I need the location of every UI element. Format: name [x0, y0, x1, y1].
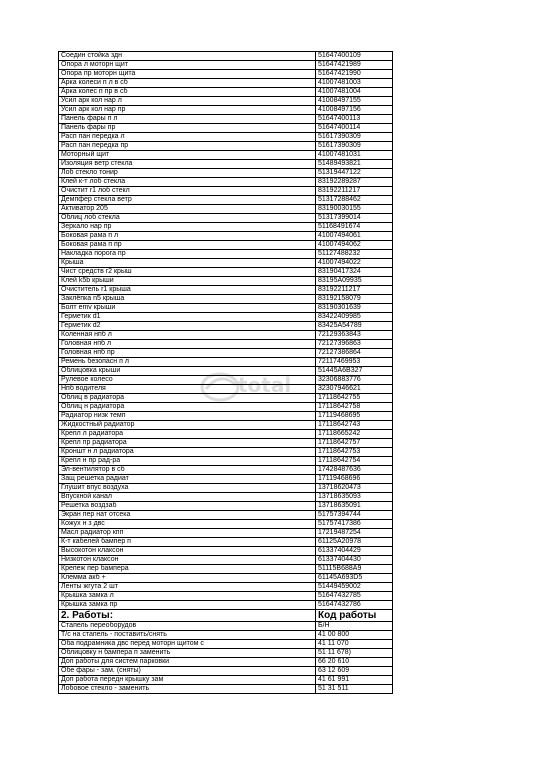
part-row-name: Ремень безопасн п л: [59, 358, 316, 367]
part-row-code: 83190030155: [316, 205, 393, 214]
part-row-code: 41007481003: [316, 79, 393, 88]
work-row: [59, 658, 393, 667]
work-row: [59, 676, 393, 685]
part-row-name: Высокотон клаксон: [59, 547, 316, 556]
part-row-name: Клей k5b крыши: [59, 277, 316, 286]
part-row: [59, 115, 393, 124]
work-row: [59, 640, 393, 649]
part-row-name: Чист средств r2 крыш: [59, 268, 316, 277]
work-row-code: 41 61 991: [316, 676, 393, 685]
part-row-code: 17428487636: [316, 466, 393, 475]
part-row-code: 61337404430: [316, 556, 393, 565]
part-row-name: Решетка воздзаб: [59, 502, 316, 511]
work-row-code: 41 00 800: [316, 631, 393, 640]
part-row-name: Жидкостный радиатор: [59, 421, 316, 430]
part-row-name: Масл радиатор кпп: [59, 529, 316, 538]
part-row: [59, 430, 393, 439]
part-row-code: 51647432785: [316, 592, 393, 601]
work-row-code: 41 11 070: [316, 640, 393, 649]
part-row: [59, 511, 393, 520]
part-row: [59, 79, 393, 88]
part-row-code: 61337404429: [316, 547, 393, 556]
part-row: [59, 592, 393, 601]
part-row-name: Облиц н радиатора: [59, 403, 316, 412]
part-row-code: 41008497156: [316, 106, 393, 115]
part-row-name: Крепл н пр рад-ра: [59, 457, 316, 466]
part-row-code: 41007481004: [316, 88, 393, 97]
part-row: [59, 250, 393, 259]
part-row-code: 72127386864: [316, 349, 393, 358]
part-row-code: 51317288462: [316, 196, 393, 205]
part-row: [59, 232, 393, 241]
part-row-name: Радиатор низк темп: [59, 412, 316, 421]
part-row-name: Крыша: [59, 259, 316, 268]
part-row-code: 32307946621: [316, 385, 393, 394]
part-row-code: 17119468695: [316, 412, 393, 421]
part-row-code: 83422409985: [316, 313, 393, 322]
part-row-name: Клемма акб +: [59, 574, 316, 583]
part-row-code: 17118642755: [316, 394, 393, 403]
part-row: [59, 412, 393, 421]
part-row-code: 83195A09935: [316, 277, 393, 286]
part-row-code: 51647400109: [316, 52, 393, 61]
part-row: [59, 142, 393, 151]
part-row-name: Арка колеси п л в сб: [59, 79, 316, 88]
part-row-name: Расп пан передка пр: [59, 142, 316, 151]
part-row: [59, 583, 393, 592]
part-row-code: 51647421989: [316, 61, 393, 70]
part-row-code: 83192158079: [316, 295, 393, 304]
part-row-name: Крепл пр радиатора: [59, 439, 316, 448]
part-row: [59, 556, 393, 565]
part-row-name: Заклёпка n5 крыша: [59, 295, 316, 304]
work-row-code: 51 31 511: [316, 685, 393, 694]
part-row: [59, 61, 393, 70]
part-row-code: 51647400114: [316, 124, 393, 133]
part-row: [59, 259, 393, 268]
work-row: [59, 649, 393, 658]
work-row-code: 51 11 678): [316, 649, 393, 658]
part-row-name: Изоляция ветр стекла: [59, 160, 316, 169]
part-row: [59, 547, 393, 556]
part-row-code: 17118665242: [316, 430, 393, 439]
part-row: [59, 169, 393, 178]
part-row-code: 32306883776: [316, 376, 393, 385]
part-row-name: Низкотон клаксон: [59, 556, 316, 565]
part-row-code: 51317399014: [316, 214, 393, 223]
part-row-code: 17118642758: [316, 403, 393, 412]
part-row: [59, 448, 393, 457]
work-row-code: 63 12 609: [316, 667, 393, 676]
part-row: [59, 106, 393, 115]
part-row: [59, 124, 393, 133]
part-row: [59, 349, 393, 358]
work-row-name: Оба подрамника двс перед моторн щитом с: [59, 640, 316, 649]
part-row-name: Лоб стекло тонир: [59, 169, 316, 178]
part-row-code: 51757417386: [316, 520, 393, 529]
part-row: [59, 97, 393, 106]
part-row: [59, 178, 393, 187]
part-row-name: Очиститель r1 крыша: [59, 286, 316, 295]
part-row-code: 17219487254: [316, 529, 393, 538]
part-row-name: Моторный щит: [59, 151, 316, 160]
part-row: [59, 205, 393, 214]
part-row-code: 17118642757: [316, 439, 393, 448]
part-row: [59, 340, 393, 349]
part-row-code: 51617390309: [316, 142, 393, 151]
part-row-code: 51127488232: [316, 250, 393, 259]
part-row-name: Облиц лоб стекла: [59, 214, 316, 223]
part-row-name: Панель фары п л: [59, 115, 316, 124]
part-row-name: К-т кабелей бампер п: [59, 538, 316, 547]
work-row: [59, 667, 393, 676]
part-row-code: 13718635091: [316, 502, 393, 511]
part-row: [59, 214, 393, 223]
part-row: [59, 520, 393, 529]
part-row-name: Крепл л радиатора: [59, 430, 316, 439]
part-row-code: 51445A6B327: [316, 367, 393, 376]
part-row-code: 51449459002: [316, 583, 393, 592]
work-row-name: Облицовку н бампера п заменить: [59, 649, 316, 658]
part-row-code: 51647421990: [316, 70, 393, 79]
work-row-name: Обе фары - зам. (сняты): [59, 667, 316, 676]
work-row-name: Доп работа передн крышку зам: [59, 676, 316, 685]
part-row-name: Головная нпб л: [59, 340, 316, 349]
part-row-name: Герметик d2: [59, 322, 316, 331]
part-row-code: 51489493821: [316, 160, 393, 169]
part-row: [59, 457, 393, 466]
part-row-name: Накладка порога пр: [59, 250, 316, 259]
part-row-name: Боковая рама п пр: [59, 241, 316, 250]
part-row-name: Впускной канал: [59, 493, 316, 502]
part-row: [59, 574, 393, 583]
part-row-name: Кроншт н л радиатора: [59, 448, 316, 457]
part-row: [59, 160, 393, 169]
part-row-code: 51168491674: [316, 223, 393, 232]
part-row: [59, 151, 393, 160]
part-row-name: Зеркало нар пр: [59, 223, 316, 232]
part-row: [59, 52, 393, 61]
part-row-code: 13718620473: [316, 484, 393, 493]
part-row-code: 13718635093: [316, 493, 393, 502]
part-row-name: Глушит впус воздуха: [59, 484, 316, 493]
work-row-name: Доп работы для систем парковки: [59, 658, 316, 667]
part-row-code: 41007494061: [316, 232, 393, 241]
part-row: [59, 88, 393, 97]
work-row-code: 66 20 610: [316, 658, 393, 667]
part-row-name: Крышка замка пр: [59, 601, 316, 610]
part-row: [59, 241, 393, 250]
part-row: [59, 70, 393, 79]
part-row-name: Демпфер стекла ветр: [59, 196, 316, 205]
part-row: [59, 466, 393, 475]
work-row: [59, 622, 393, 631]
part-row-code: 72129363843: [316, 331, 393, 340]
part-row-name: Соедин стойка здн: [59, 52, 316, 61]
work-row-name: Т/с на стапель - поставить/снять: [59, 631, 316, 640]
part-row-name: Усил арк кол нар л: [59, 97, 316, 106]
work-row: [59, 631, 393, 640]
part-row: [59, 277, 393, 286]
work-row-name: Лобовое стекло - заменить: [59, 685, 316, 694]
part-row-code: 17118642743: [316, 421, 393, 430]
part-row-code: 51757394744: [316, 511, 393, 520]
part-row: [59, 187, 393, 196]
part-row-code: 83192211217: [316, 286, 393, 295]
part-row: [59, 268, 393, 277]
part-row: [59, 223, 393, 232]
part-row: [59, 421, 393, 430]
part-row-name: Облиц в радиатора: [59, 394, 316, 403]
part-row-code: 83192211217: [316, 187, 393, 196]
watermark-logo: [200, 365, 330, 405]
part-row: [59, 331, 393, 340]
part-row-name: Панель фары пр: [59, 124, 316, 133]
part-row-name: Опора пр моторн щита: [59, 70, 316, 79]
part-row-code: 51319447122: [316, 169, 393, 178]
watermark-text: total: [238, 373, 292, 397]
part-row-name: Головная нпб пр: [59, 349, 316, 358]
part-row-code: 17118642753: [316, 448, 393, 457]
part-row: [59, 295, 393, 304]
part-row-code: 41007481031: [316, 151, 393, 160]
part-row-code: 17118642754: [316, 457, 393, 466]
part-row: [59, 529, 393, 538]
part-row: [59, 304, 393, 313]
part-row-name: Эл-вентилятор в сб: [59, 466, 316, 475]
part-row-name: Опора л моторн щит: [59, 61, 316, 70]
part-row-name: Крепеж пер бампера: [59, 565, 316, 574]
part-row-code: 41007494022: [316, 259, 393, 268]
part-row-code: 51647400113: [316, 115, 393, 124]
part-row-name: Ленты жгута 2 шт: [59, 583, 316, 592]
part-row: [59, 313, 393, 322]
part-row-name: Кожух н з двс: [59, 520, 316, 529]
part-row-name: Крышка замка л: [59, 592, 316, 601]
part-row-name: Клей к-т лоб стекла: [59, 178, 316, 187]
part-row-code: 61145A693D5: [316, 574, 393, 583]
part-row-name: Болт emv крыши: [59, 304, 316, 313]
work-row-code: Б/Н: [316, 622, 393, 631]
part-row-code: 83190417324: [316, 268, 393, 277]
part-row-code: 41008497155: [316, 97, 393, 106]
works-header-row-name: 2. Работы:: [59, 610, 316, 622]
part-row-name: Герметик d1: [59, 313, 316, 322]
part-row: [59, 565, 393, 574]
part-row-name: Защ решетка радиат: [59, 475, 316, 484]
part-row-name: Арка колес п пр в сб: [59, 88, 316, 97]
part-row: [59, 286, 393, 295]
part-row-code: 83190301639: [316, 304, 393, 313]
part-row: [59, 484, 393, 493]
part-row-name: Очистит r1 лоб стекл: [59, 187, 316, 196]
part-row-name: Нпб водителя: [59, 385, 316, 394]
part-row: [59, 601, 393, 610]
part-row-code: 41007494062: [316, 241, 393, 250]
part-row-name: Рулевое колесо: [59, 376, 316, 385]
part-row: [59, 322, 393, 331]
part-row-name: Облицовка крыши: [59, 367, 316, 376]
part-row-code: 83425A54789: [316, 322, 393, 331]
part-row: [59, 133, 393, 142]
part-row-code: 72117469953: [316, 358, 393, 367]
works-header-row: [59, 610, 393, 622]
part-row: [59, 502, 393, 511]
part-row-name: Коленная нпб л: [59, 331, 316, 340]
part-row-code: 83192289287: [316, 178, 393, 187]
part-row: [59, 475, 393, 484]
work-row: [59, 685, 393, 694]
part-row-name: Активатор 205: [59, 205, 316, 214]
part-row-code: 72127396863: [316, 340, 393, 349]
part-row-code: 51115B688A9: [316, 565, 393, 574]
part-row-name: Экран пер нат отсека: [59, 511, 316, 520]
part-row-code: 17119468696: [316, 475, 393, 484]
works-header-row-code: Код работы: [316, 610, 393, 622]
part-row-code: 61125A20978: [316, 538, 393, 547]
part-row-code: 51617390309: [316, 133, 393, 142]
part-row: [59, 196, 393, 205]
part-row-name: Расп пан передка л: [59, 133, 316, 142]
part-row: [59, 493, 393, 502]
part-row: [59, 538, 393, 547]
part-row-name: Боковая рама п л: [59, 232, 316, 241]
work-row-name: Стапель переоборудов: [59, 622, 316, 631]
part-row-code: 51647432786: [316, 601, 393, 610]
part-row: [59, 439, 393, 448]
part-row-name: Усил арк кол нар пр: [59, 106, 316, 115]
